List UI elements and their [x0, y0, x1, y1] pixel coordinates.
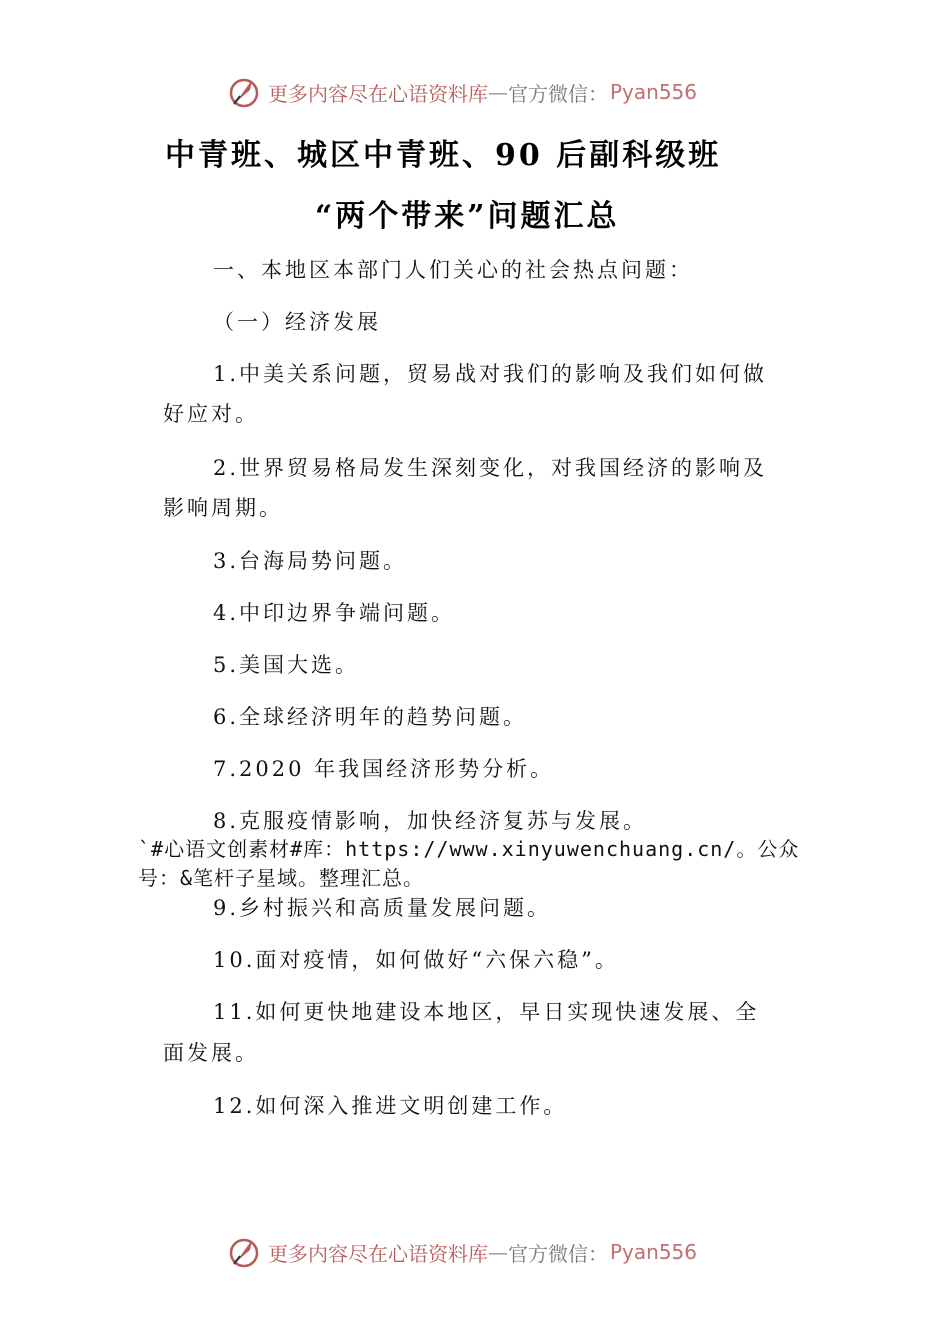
- subsection-heading: （一）经济发展: [213, 310, 381, 334]
- list-item: 9.乡村振兴和高质量发展问题。: [213, 896, 552, 920]
- watermark-label: 官方微信：: [508, 81, 608, 106]
- section-heading: 一、本地区本部门人们关心的社会热点问题：: [213, 258, 693, 282]
- watermark-id: Pyan556: [610, 1240, 698, 1264]
- watermark-site: 更多内容尽在心语资料库: [268, 1241, 488, 1266]
- watermark-id: Pyan556: [610, 80, 698, 104]
- footer-watermark: [226, 1232, 697, 1272]
- list-item-continuation: 面发展。: [163, 1041, 259, 1065]
- list-item: 1.中美关系问题，贸易战对我们的影响及我们如何做: [213, 362, 768, 386]
- quill-logo-icon: [226, 1234, 262, 1270]
- watermark-dash: —: [488, 1240, 508, 1264]
- list-item: 12.如何深入推进文明创建工作。: [213, 1094, 568, 1118]
- document-title-line2: “两个带来”问题汇总: [315, 199, 620, 234]
- inserted-note: `#心语文创素材#库：https://www.xinyuwenchuang.cn/。公众号：&笔杆子星域。整理汇总。: [138, 837, 800, 890]
- list-item: 10.面对疫情，如何做好“六保六稳”。: [213, 948, 619, 972]
- list-item-continuation: 好应对。: [163, 402, 259, 426]
- list-item: 6.全球经济明年的趋势问题。: [213, 705, 528, 729]
- document-title-line1: 中青班、城区中青班、90 后副科级班: [165, 138, 722, 173]
- watermark-dash: —: [488, 80, 508, 104]
- list-item: 3.台海局势问题。: [213, 549, 408, 573]
- list-item: 7.2020 年我国经济形势分析。: [213, 757, 555, 781]
- list-item: 8.克服疫情影响，加快经济复苏与发展。: [213, 809, 648, 833]
- list-item: 2.世界贸易格局发生深刻变化，对我国经济的影响及: [213, 456, 768, 480]
- list-item: 11.如何更快地建设本地区，早日实现快速发展、全: [213, 1000, 760, 1024]
- list-item: 5.美国大选。: [213, 653, 360, 677]
- watermark-label: 官方微信：: [508, 1241, 608, 1266]
- list-item-continuation: 影响周期。: [163, 496, 283, 520]
- quill-logo-icon: [226, 74, 262, 110]
- header-watermark: [226, 72, 697, 112]
- watermark-site: 更多内容尽在心语资料库: [268, 81, 488, 106]
- list-item: 4.中印边界争端问题。: [213, 601, 456, 625]
